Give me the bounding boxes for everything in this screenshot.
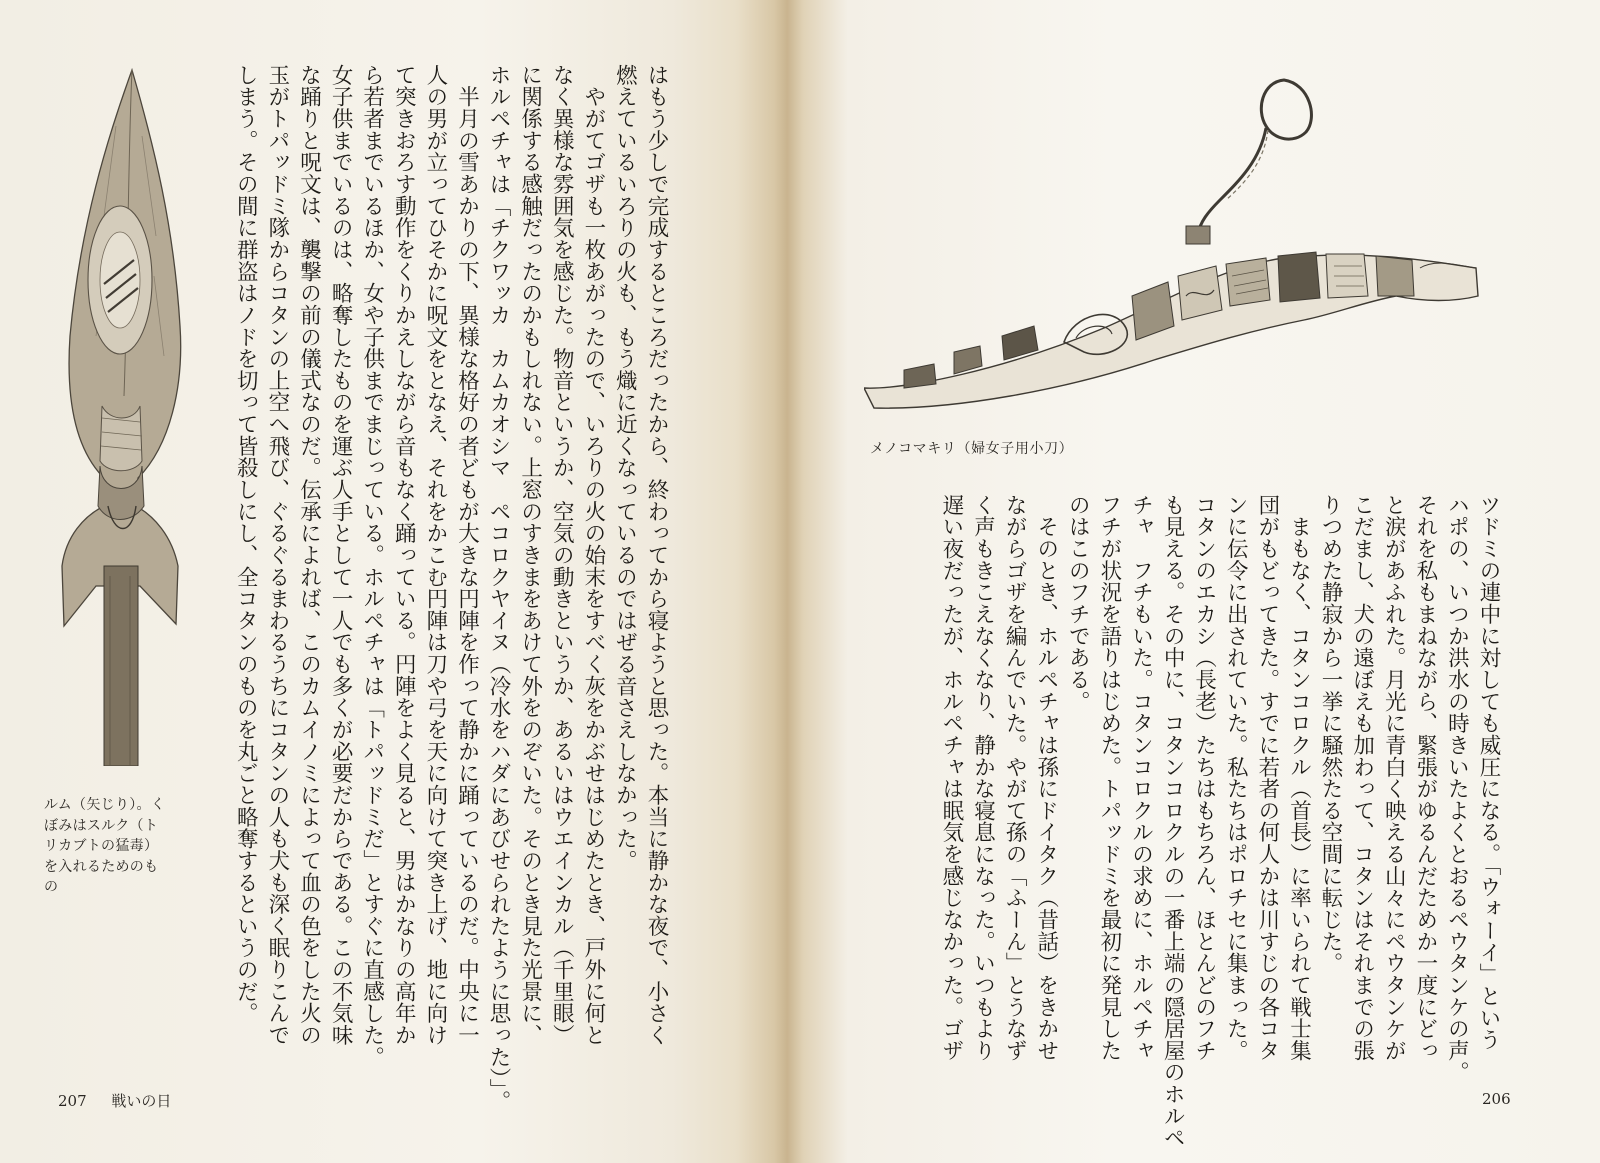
text-line: 燃えているいろりの火も、もう熾に近くなっているのではぜる音さえしなかった。: [612, 64, 638, 872]
page-number: 206: [1482, 1090, 1511, 1108]
text-line: ら若者までいるほか、女や子供までまじっている。ホルペチャは「トパッドミだ」とすぐに直感した。: [359, 64, 385, 1068]
text-line: 団がもどってきた。すでに若者の何人かは川すじの各コタ: [1254, 494, 1280, 1062]
text-line: フチが状況を語りはじめた。トパッドミを最初に発見した: [1096, 494, 1122, 1062]
text-line: 半月の雪あかりの下、異様な格好の者どもが大きな円陣を作って静かに踊っているのだ。中央に一: [454, 64, 480, 1046]
left-page-body-text: [230, 64, 672, 1112]
right-page-footer: [1482, 1090, 1511, 1108]
text-line: て突きおろす動作をくりかえしながら音もなく踊っている。円陣をよく見ると、男はかなりの高年か: [391, 64, 417, 1046]
text-line: 遅い夜だったが、ホルペチャは眠気を感じなかった。ゴザ: [938, 494, 964, 1062]
text-line: ホルペチャは「チクワッカ カムカオシマ ペコロクヤイヌ（冷水をハダにあびせられたように思った）」。: [486, 64, 512, 1112]
caption-line: リカブトの猛毒）: [44, 838, 159, 854]
text-line: のはこのフチである。: [1065, 494, 1091, 713]
text-line: ンに伝令に出されていた。私たちはポロチセに集まった。: [1223, 494, 1249, 1062]
text-line: なく異様な雰囲気を感じた。物音というか、空気の動きというか、あるいはウエインカル（千里眼）: [549, 64, 575, 1046]
text-line: 人の男が立ってひそかに呪文をとなえ、それをかこむ円陣は刀や弓を天に向けて突き上げ、地に向け: [422, 64, 448, 1046]
text-line: まもなく、コタンコロクル（首長）に率いられて戦士集: [1286, 494, 1312, 1062]
text-line: こだまし、犬の遠ぼえも加わって、コタンはそれまでの張: [1349, 494, 1375, 1062]
text-line: く声もきこえなくなり、静かな寝息になった。いつもより: [970, 494, 996, 1062]
left-page-footer: [58, 1090, 171, 1111]
caption-line: を入れるためのも: [44, 858, 159, 875]
text-line: 玉がトパッドミ隊からコタンの上空へ飛び、ぐるぐるまわるうちにコタンの人も犬も深く眠りこんで: [264, 64, 290, 1046]
text-line: ながらゴザを編んでいた。やがて孫の「ふーん」とうなず: [1002, 494, 1028, 1062]
caption-line: ルム（矢じり）。く: [44, 797, 166, 813]
text-line: も見える。その中に、コタンコロクルの一番上端の隠居屋のホルペ: [1160, 494, 1186, 1149]
text-line: 女子供までいるのは、略奪したものを運ぶ人手として一人でも多くが必要だからである。この不気味: [328, 64, 354, 1046]
text-line: ハポの、いつか洪水の時きいたよくとおるペウタンケの声。: [1444, 494, 1470, 1084]
arrowhead-caption: [44, 795, 186, 898]
text-line: と涙があふれた。月光に青白く映える山々にペウタンケが: [1381, 494, 1407, 1062]
knife-caption: メノコマキリ（婦女子用小刀）: [870, 441, 1074, 457]
right-page: [800, 0, 1600, 1163]
text-line: しまう。その間に群盗はノドを切って皆殺しにし、全コタンのものを丸ごと略奪するというのだ。: [233, 64, 259, 1025]
text-line: そのとき、ホルペチャは孫にドイタク（昔話）をきかせ: [1033, 494, 1059, 1062]
text-line: はもう少しで完成するところだったから、終わってから寝ようと思った。本当に静かな夜で、小さく: [644, 64, 669, 1046]
page-number: 207: [58, 1092, 87, 1110]
caption-line: の: [44, 879, 59, 895]
knife-illustration: [864, 70, 1504, 430]
text-line: コタンのエカシ（長老）たちはもちろん、ほとんどのフチ: [1191, 494, 1217, 1062]
text-line: な踊りと呪文は、襲撃の前の儀式なのだ。伝承によれば、このカムイノミによって血の色をした火の: [296, 64, 322, 1046]
text-line: チャ フチもいた。コタンコロクルの求めに、ホルペチャ: [1128, 494, 1154, 1062]
text-line: やがてゴザも一枚あがったので、いろりの火の始末をすべく灰をかぶせはじめたとき、戸外に何と: [580, 64, 606, 1046]
text-line: それを私もまねながら、緊張がゆるんだためか一度にどっ: [1412, 494, 1438, 1062]
text-line: りつめた静寂から一挙に騒然たる空間に転じた。: [1318, 494, 1344, 975]
text-line: ツドミの連中に対しても威圧になる。「ウォーイ」という: [1476, 494, 1501, 1051]
running-head: 戦いの日: [111, 1092, 172, 1110]
text-line: に関係する感触だったのかもしれない。上窓のすきまをあけて外をのぞいた。そのとき見た光景に、: [517, 64, 543, 1046]
caption-line: ぼみはスルク（ト: [44, 817, 159, 834]
arrowhead-illustration: [44, 66, 194, 766]
